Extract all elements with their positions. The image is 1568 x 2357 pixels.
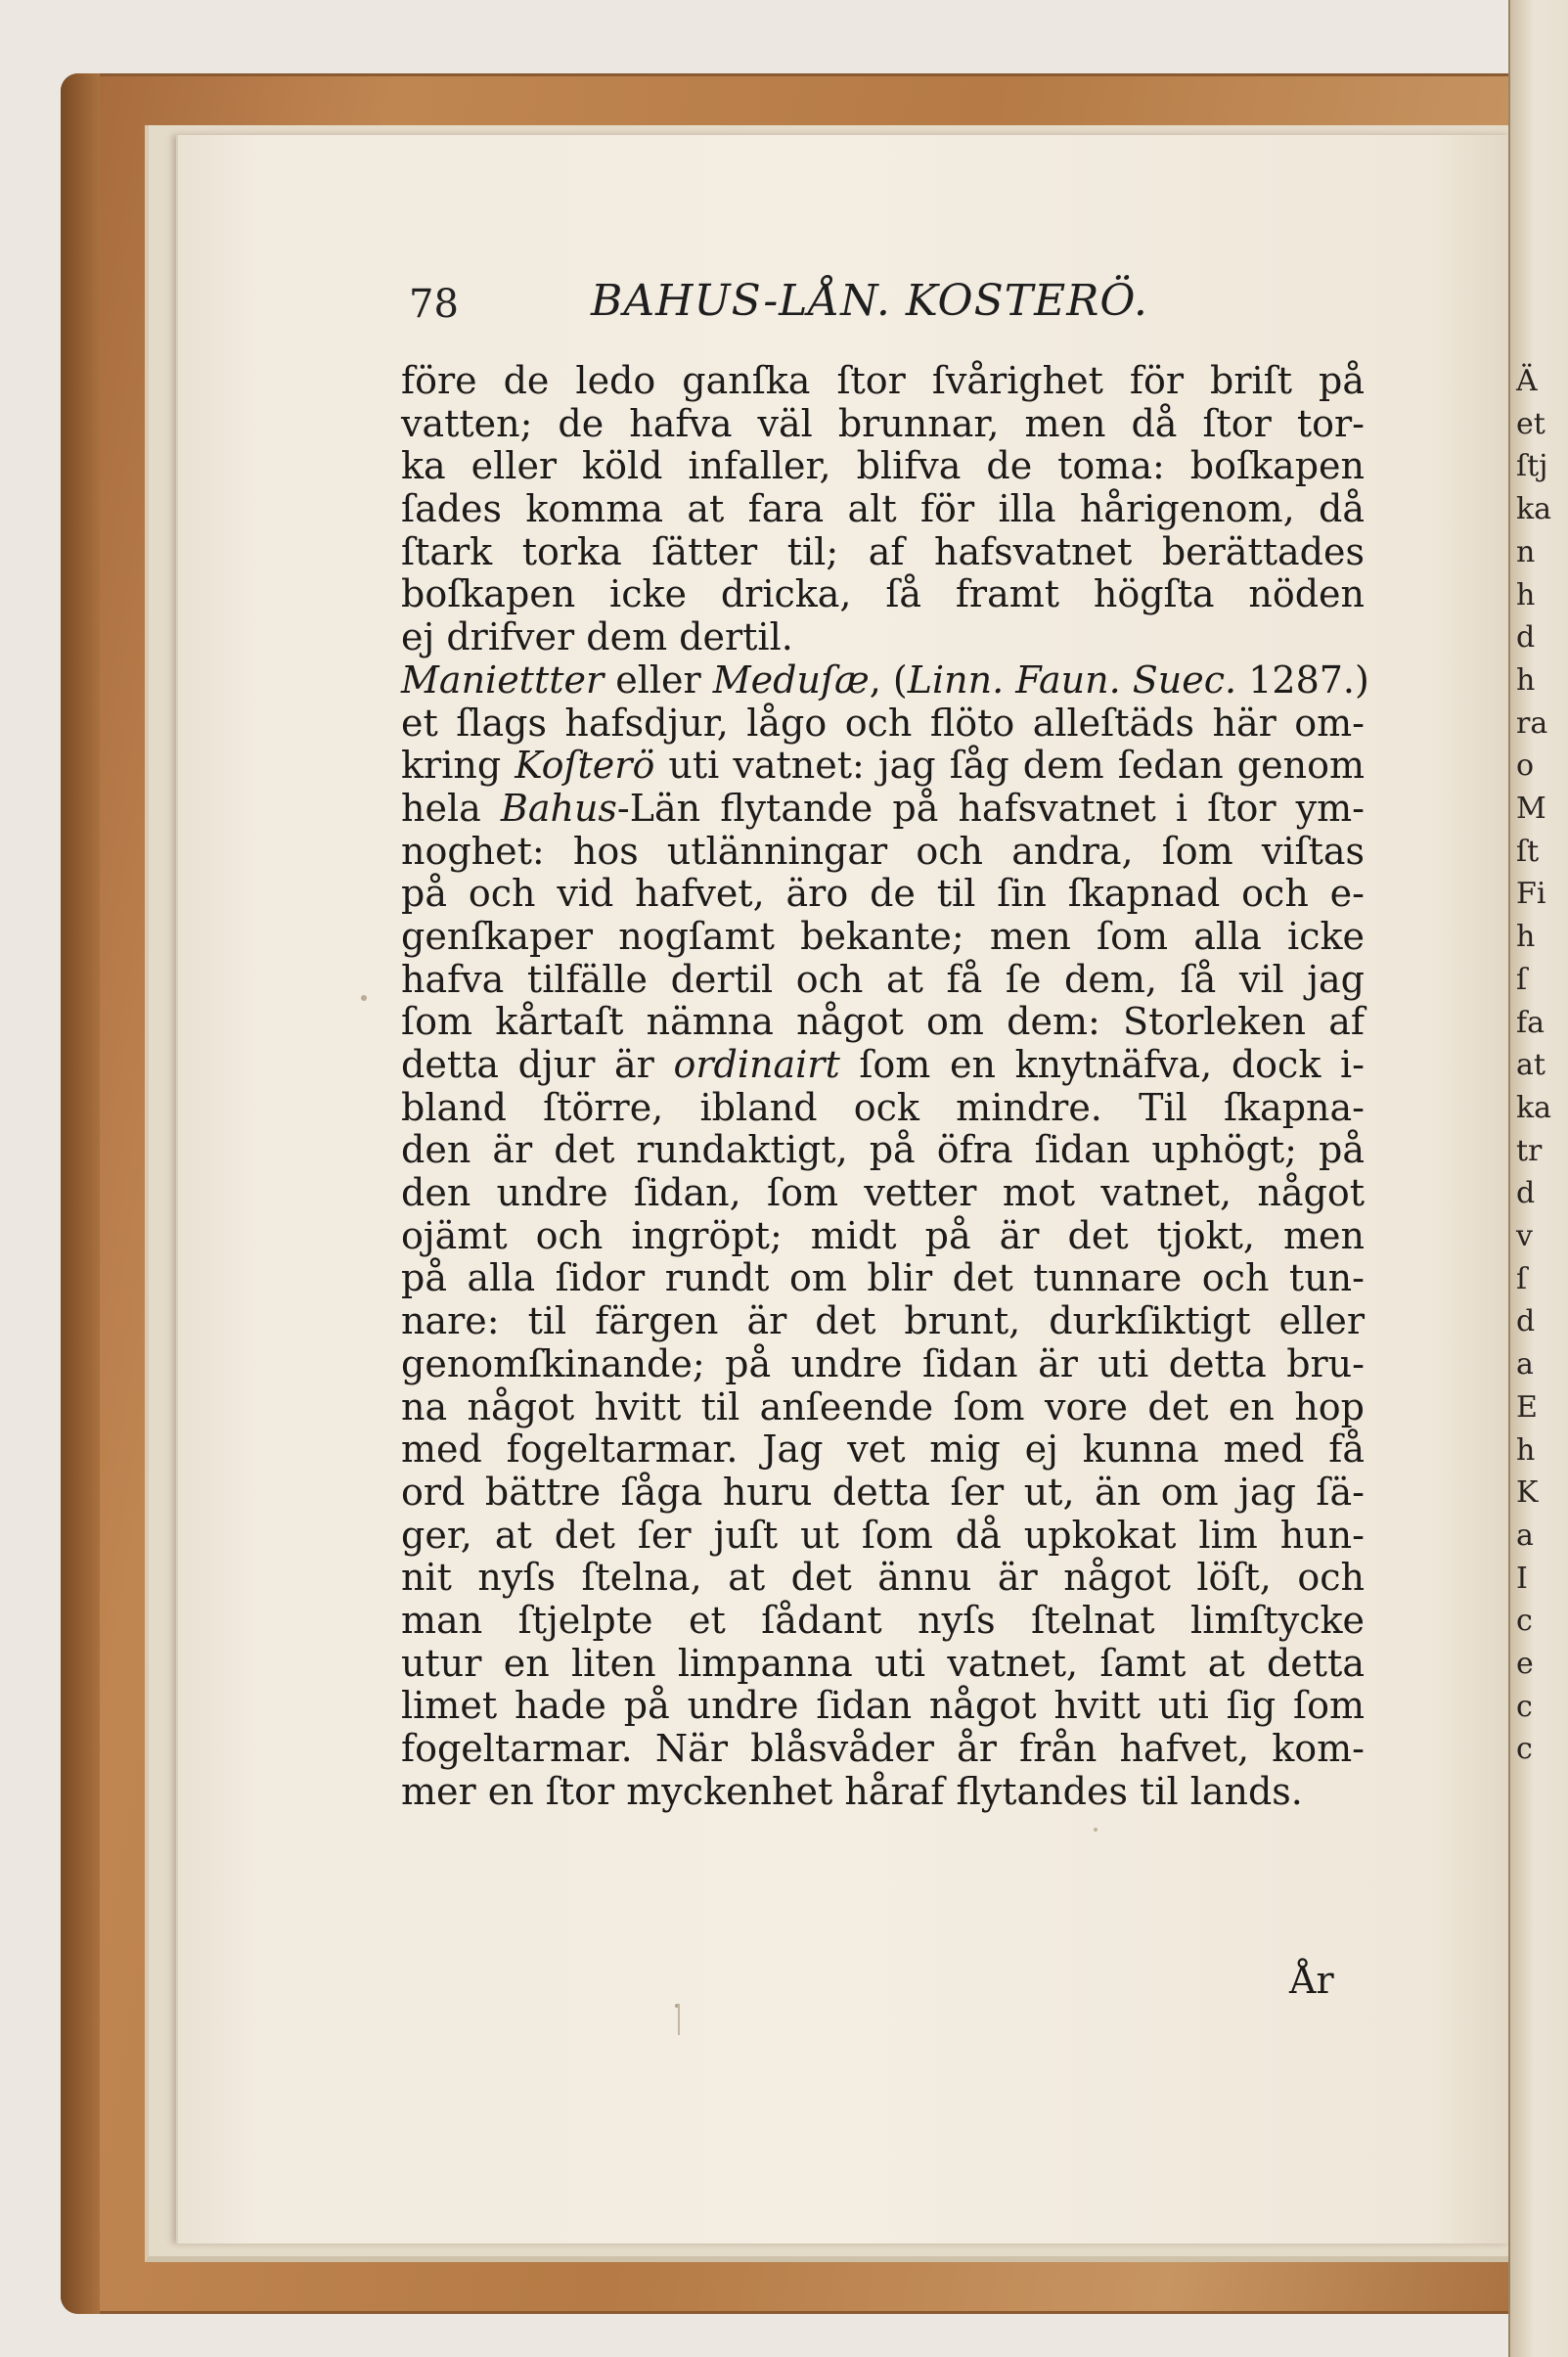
page-number: 78	[409, 282, 459, 327]
text-fragment: eller	[604, 657, 713, 702]
text-line: nare: til färgen är det brunt, durkſiktigt eller	[401, 1299, 1365, 1343]
next-page-fragment: c	[1516, 1689, 1533, 1724]
text-fragment: 1287.)	[1236, 657, 1369, 702]
next-page-fragment: c	[1516, 1604, 1533, 1639]
text-line	[401, 745, 1365, 788]
next-page-fragment: ſ	[1516, 962, 1528, 997]
next-page-fragment: e	[1516, 1647, 1534, 1681]
catchword: År	[1289, 1959, 1334, 2002]
text-line: ger, at det ſer juſt ut ſom då upkokat lim hun-	[401, 1513, 1365, 1557]
text-line: hafva tilfälle dertil och at få ſe dem, ſå vil jag	[401, 957, 1365, 1001]
text-line-citation	[401, 657, 1369, 703]
body-text	[401, 359, 1369, 1813]
text-line: vatten; de hafva väl brunnar, men då ſtor tor-	[401, 401, 1365, 445]
text-line: ojämt och ingröpt; midt på är det tjokt, men	[401, 1213, 1365, 1257]
text-line: fogeltarmar. När blåsvåder år från hafvet, kom-	[401, 1727, 1365, 1770]
text-line: noghet: hos utlänningar och andra, ſom viſtas	[401, 829, 1365, 873]
next-page-fragment: ka	[1516, 492, 1552, 527]
next-page-fragment: at	[1516, 1048, 1546, 1083]
next-page-fragment: M	[1516, 792, 1546, 826]
next-page-fragment: ſt	[1516, 834, 1540, 869]
text-line: boſkapen icke dricka, ſå framt högſta nöden	[401, 572, 1365, 616]
text-line: med fogeltarmar. Jag vet mig ej kunna med få	[401, 1428, 1365, 1472]
next-page-fragment: d	[1516, 620, 1536, 656]
place-kostero: Koſterö	[515, 744, 655, 788]
text-line: före de ledo ganſka ſtor ſvårighet för briſt på	[401, 359, 1365, 402]
text-fragment: hela	[401, 786, 501, 830]
next-page-fragment: c	[1516, 1732, 1533, 1767]
next-page-fragment: a	[1516, 1518, 1534, 1553]
text-line: utur en liten limpanna uti vatnet, ſamt at detta	[401, 1641, 1365, 1685]
text-line: ej drifver dem dertil.	[401, 615, 793, 659]
page-header	[409, 276, 1348, 331]
text-line: ka eller köld infaller, blifva de toma: boſkapen	[401, 444, 1365, 488]
text-line: ord bättre ſåga huru detta ſer ut, än om jag ſä-	[401, 1470, 1365, 1514]
term-manietter: Maniettter	[401, 657, 605, 702]
next-page-fragment: ſtj	[1516, 449, 1548, 484]
text-line: bland ſtörre, ibland ock mindre. Til ſkapna-	[401, 1085, 1365, 1129]
next-page-fragment: v	[1516, 1219, 1533, 1253]
next-page-fragment: h	[1516, 1432, 1536, 1468]
next-page-fragment: h	[1516, 920, 1536, 955]
text-line: ſades komma at fara alt för illa hårigenom, då	[401, 487, 1365, 531]
next-page-fragment: ra	[1516, 705, 1548, 741]
next-page-fragment: I	[1516, 1561, 1528, 1596]
next-page-fragment: Fi	[1516, 877, 1546, 912]
citation-linnaeus: Linn. Faun. Suec.	[907, 657, 1237, 702]
text-line	[401, 788, 1365, 831]
text-line: genomſkinande; på undre ſidan är uti detta bru-	[401, 1341, 1365, 1385]
next-page-fragment: ka	[1516, 1090, 1552, 1125]
next-page-fragment: h	[1516, 577, 1536, 612]
next-page-fragment: d	[1516, 1176, 1536, 1211]
text-line: den undre ſidan, ſom vetter mot vatnet, något	[401, 1171, 1365, 1215]
text-line: den är det rundaktigt, på öfra ſidan uphögt; på	[401, 1128, 1365, 1172]
running-title: BAHUS-LÅN. KOSTERÖ.	[591, 276, 1148, 326]
book-spine-edge	[61, 73, 100, 2314]
text-fragment: uti vatnet: jag ſåg dem ſedan genom	[654, 744, 1365, 788]
next-page-fragment: n	[1516, 534, 1536, 569]
next-page-fragment: d	[1516, 1304, 1536, 1339]
text-line: man ſtjelpte et ſådant nyſs ſtelnat limſtycke	[401, 1598, 1365, 1642]
text-fragment: detta djur är	[401, 1043, 674, 1086]
next-page-fragment: K	[1516, 1475, 1539, 1511]
text-fragment: ſom en knytnäfva, dock i-	[839, 1043, 1365, 1086]
next-page-fragment: Ä	[1516, 364, 1538, 398]
next-page-fragment: a	[1516, 1347, 1534, 1382]
next-page-fragment: fa	[1516, 1005, 1545, 1040]
text-line: ſtark torka ſätter til; af hafsvatnet berättades	[401, 529, 1365, 573]
text-line: na något hvitt til anſeende ſom vore det en hop	[401, 1384, 1365, 1428]
text-line: ſom kårtaſt nämna något om dem: Storleken af	[401, 1000, 1365, 1044]
next-page-fragment: E	[1516, 1389, 1538, 1425]
text-line	[401, 1044, 1365, 1087]
next-page-fragment: h	[1516, 662, 1536, 698]
text-line: genſkaper nogſamt bekante; men ſom alla icke	[401, 914, 1365, 958]
term-ordinairt: ordinairt	[673, 1043, 840, 1086]
term-medusae: Meduſæ	[712, 657, 870, 702]
text-fragment: kring	[401, 744, 515, 788]
text-line: mer en ſtor myckenhet håraf flytandes til lands.	[401, 1769, 1303, 1813]
next-page-fragment: o	[1516, 748, 1535, 784]
text-line: nit nyſs ſtelna, at det ännu är något löſt, och	[401, 1556, 1365, 1600]
text-line: et ſlags hafsdjur, lågo och flöto alleſtäds här om-	[401, 701, 1365, 745]
place-bahus: Bahus	[500, 786, 617, 830]
next-page-fragment: tr	[1516, 1133, 1543, 1168]
text-fragment: -Län flytande på hafsvatnet i ſtor ym-	[616, 786, 1365, 830]
text-line: limet hade på undre ſidan något hvitt uti ſig ſom	[401, 1684, 1365, 1728]
next-page-fragment: et	[1516, 406, 1546, 441]
next-page-fragment: ſ	[1516, 1261, 1528, 1296]
text-line: på och vid hafvet, äro de til ſin ſkapnad och e-	[401, 872, 1365, 916]
next-page-edge	[1508, 0, 1568, 2357]
text-line: på alla ſidor rundt om blir det tunnare och tun-	[401, 1256, 1365, 1300]
text-fragment: , (	[869, 657, 908, 702]
